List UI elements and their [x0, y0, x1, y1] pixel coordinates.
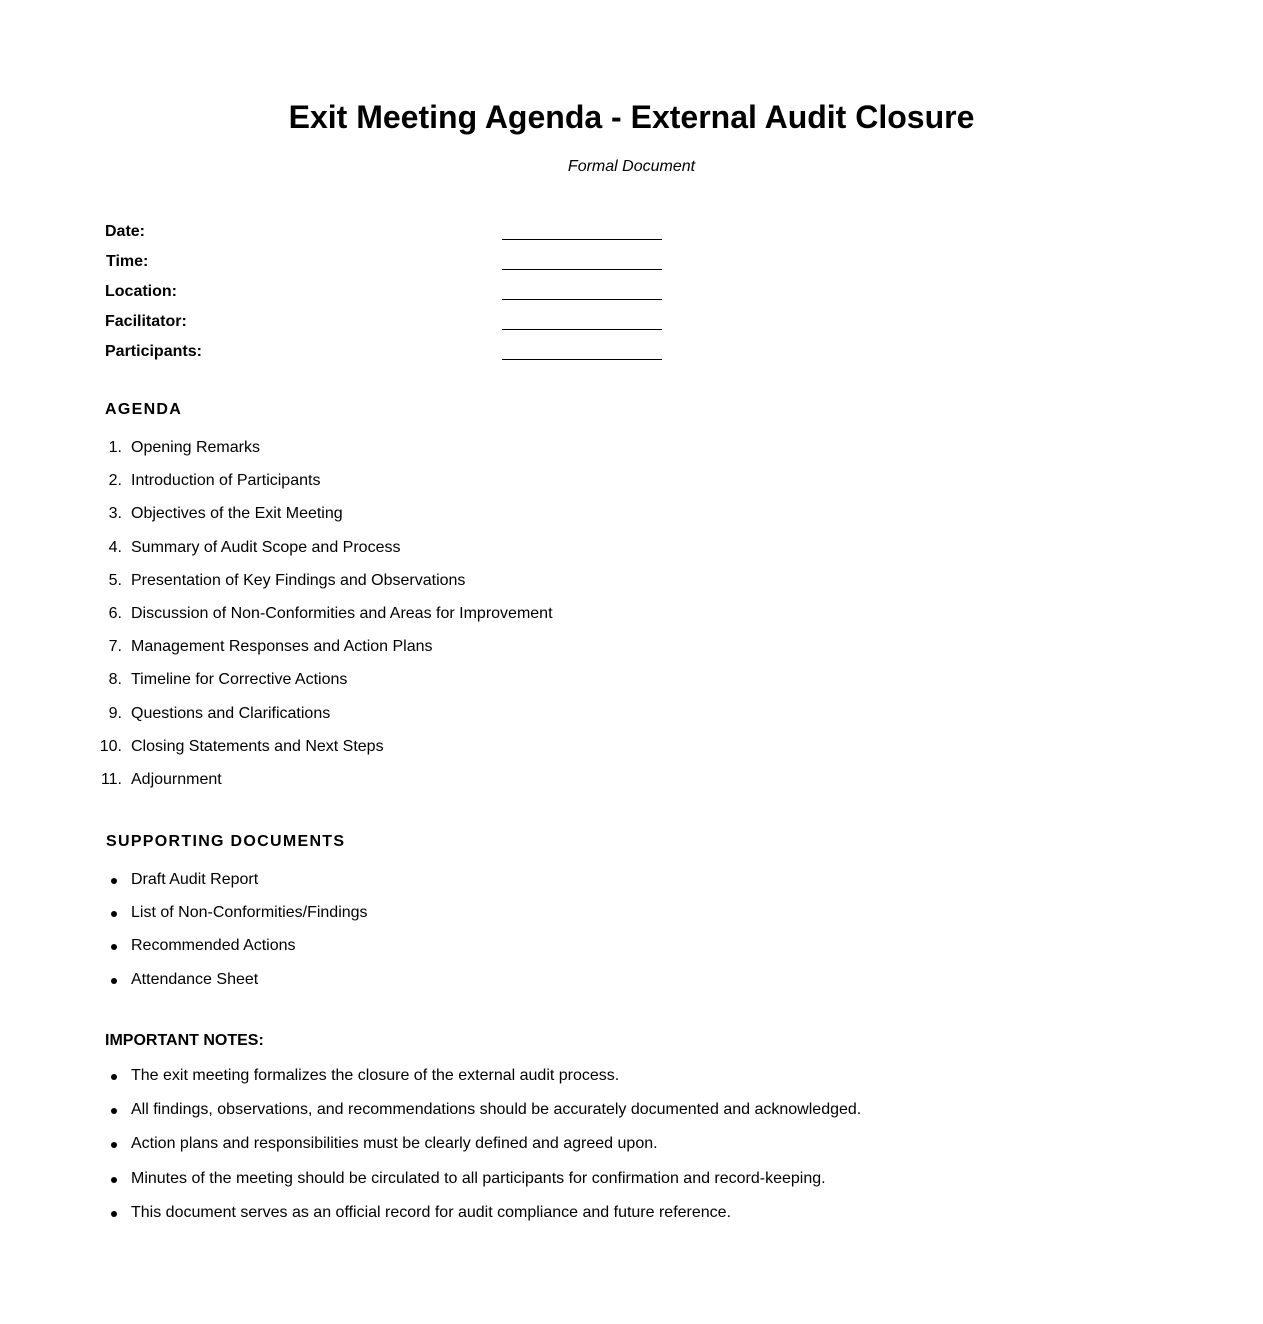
field-label-participants: Participants:	[105, 343, 202, 360]
bullet-icon	[111, 1177, 117, 1183]
note-text: This document serves as an official record for audit compliance and future reference.	[131, 1203, 732, 1221]
important-notes-list	[0, 1066, 1100, 1237]
agenda-item-number: 1.	[108, 439, 122, 456]
supporting-document-text: Recommended Actions	[131, 937, 296, 955]
agenda-item-number: 9.	[108, 704, 122, 722]
note-item	[0, 1134, 1100, 1168]
agenda-item	[0, 438, 1100, 471]
meeting-details	[105, 222, 705, 372]
note-text: Minutes of the meeting should be circulated to all participants for confirmation and record-keeping.	[131, 1169, 826, 1187]
bullet-icon	[111, 1074, 117, 1080]
field-label-date: Date:	[105, 223, 146, 240]
agenda-item-number: 11.	[100, 770, 122, 788]
field-row-time	[105, 252, 705, 282]
field-blank-location[interactable]	[502, 299, 662, 300]
agenda-item-text: Adjournment	[131, 770, 222, 788]
document-title: Exit Meeting Agenda - External Audit Closure	[288, 99, 975, 135]
supporting-document-text: Attendance Sheet	[131, 970, 259, 988]
bullet-icon	[111, 1108, 117, 1114]
agenda-item-text: Management Responses and Action Plans	[131, 638, 433, 656]
note-item	[0, 1100, 1100, 1134]
supporting-document-item	[0, 970, 1100, 1003]
agenda-item-text: Questions and Clarifications	[131, 704, 331, 722]
field-row-date	[105, 222, 705, 252]
agenda-item-number: 5.	[108, 571, 122, 589]
field-label-time: Time:	[106, 253, 149, 270]
bullet-icon	[111, 878, 117, 884]
agenda-item	[0, 571, 1100, 604]
agenda-item-text: Introduction of Participants	[131, 472, 321, 490]
supporting-document-item	[0, 936, 1100, 969]
agenda-item-number: 4.	[108, 538, 122, 556]
agenda-item	[0, 538, 1100, 571]
note-item	[0, 1169, 1100, 1203]
agenda-item-text: Presentation of Key Findings and Observations	[131, 571, 466, 589]
agenda-item	[0, 770, 1100, 803]
field-blank-time[interactable]	[502, 269, 662, 270]
agenda-item-text: Discussion of Non-Conformities and Areas for Improvement	[131, 604, 553, 622]
field-row-location	[105, 282, 705, 312]
supporting-document-text: List of Non-Conformities/Findings	[131, 904, 368, 922]
field-label-facilitator: Facilitator:	[105, 313, 187, 330]
agenda-item-number: 8.	[108, 671, 122, 689]
field-blank-facilitator[interactable]	[502, 329, 662, 330]
agenda-item-text: Timeline for Corrective Actions	[131, 671, 348, 689]
agenda-item-text: Opening Remarks	[131, 439, 260, 456]
supporting-documents-heading: SUPPORTING DOCUMENTS	[106, 833, 346, 850]
note-text: The exit meeting formalizes the closure of the external audit process.	[131, 1067, 620, 1084]
note-text: All findings, observations, and recommendations should be accurately documented and acknowledged.	[131, 1101, 862, 1119]
note-item	[0, 1066, 1100, 1100]
supporting-document-item	[0, 870, 1100, 903]
document-subtitle: Formal Document	[567, 158, 696, 175]
bullet-icon	[111, 1142, 117, 1148]
agenda-list	[0, 438, 1100, 803]
bullet-icon	[111, 944, 117, 950]
agenda-item	[0, 670, 1100, 703]
field-blank-date[interactable]	[502, 239, 662, 240]
agenda-item	[0, 637, 1100, 670]
field-row-participants	[105, 342, 705, 372]
field-blank-participants[interactable]	[502, 359, 662, 360]
supporting-document-text: Draft Audit Report	[131, 871, 259, 888]
agenda-item-text: Objectives of the Exit Meeting	[131, 505, 343, 523]
agenda-item	[0, 737, 1100, 770]
agenda-heading: AGENDA	[105, 401, 183, 418]
agenda-item-text: Closing Statements and Next Steps	[131, 737, 384, 755]
agenda-item-text: Summary of Audit Scope and Process	[131, 538, 401, 556]
bullet-icon	[111, 911, 117, 917]
note-text: Action plans and responsibilities must be clearly defined and agreed upon.	[131, 1135, 658, 1153]
agenda-item	[0, 704, 1100, 737]
supporting-documents-list	[0, 870, 1100, 1003]
note-item	[0, 1203, 1100, 1237]
agenda-item-number: 6.	[108, 604, 122, 622]
agenda-item	[0, 471, 1100, 504]
agenda-item-number: 10.	[99, 737, 122, 755]
important-notes-heading: IMPORTANT NOTES:	[105, 1032, 264, 1049]
agenda-item-number: 7.	[108, 638, 122, 656]
agenda-item	[0, 504, 1100, 537]
field-label-location: Location:	[105, 283, 177, 300]
field-row-facilitator	[105, 312, 705, 342]
agenda-item-number: 3.	[108, 505, 122, 523]
bullet-icon	[111, 1211, 117, 1217]
agenda-item	[0, 604, 1100, 637]
agenda-item-number: 2.	[108, 472, 122, 490]
bullet-icon	[111, 978, 117, 984]
supporting-document-item	[0, 903, 1100, 936]
